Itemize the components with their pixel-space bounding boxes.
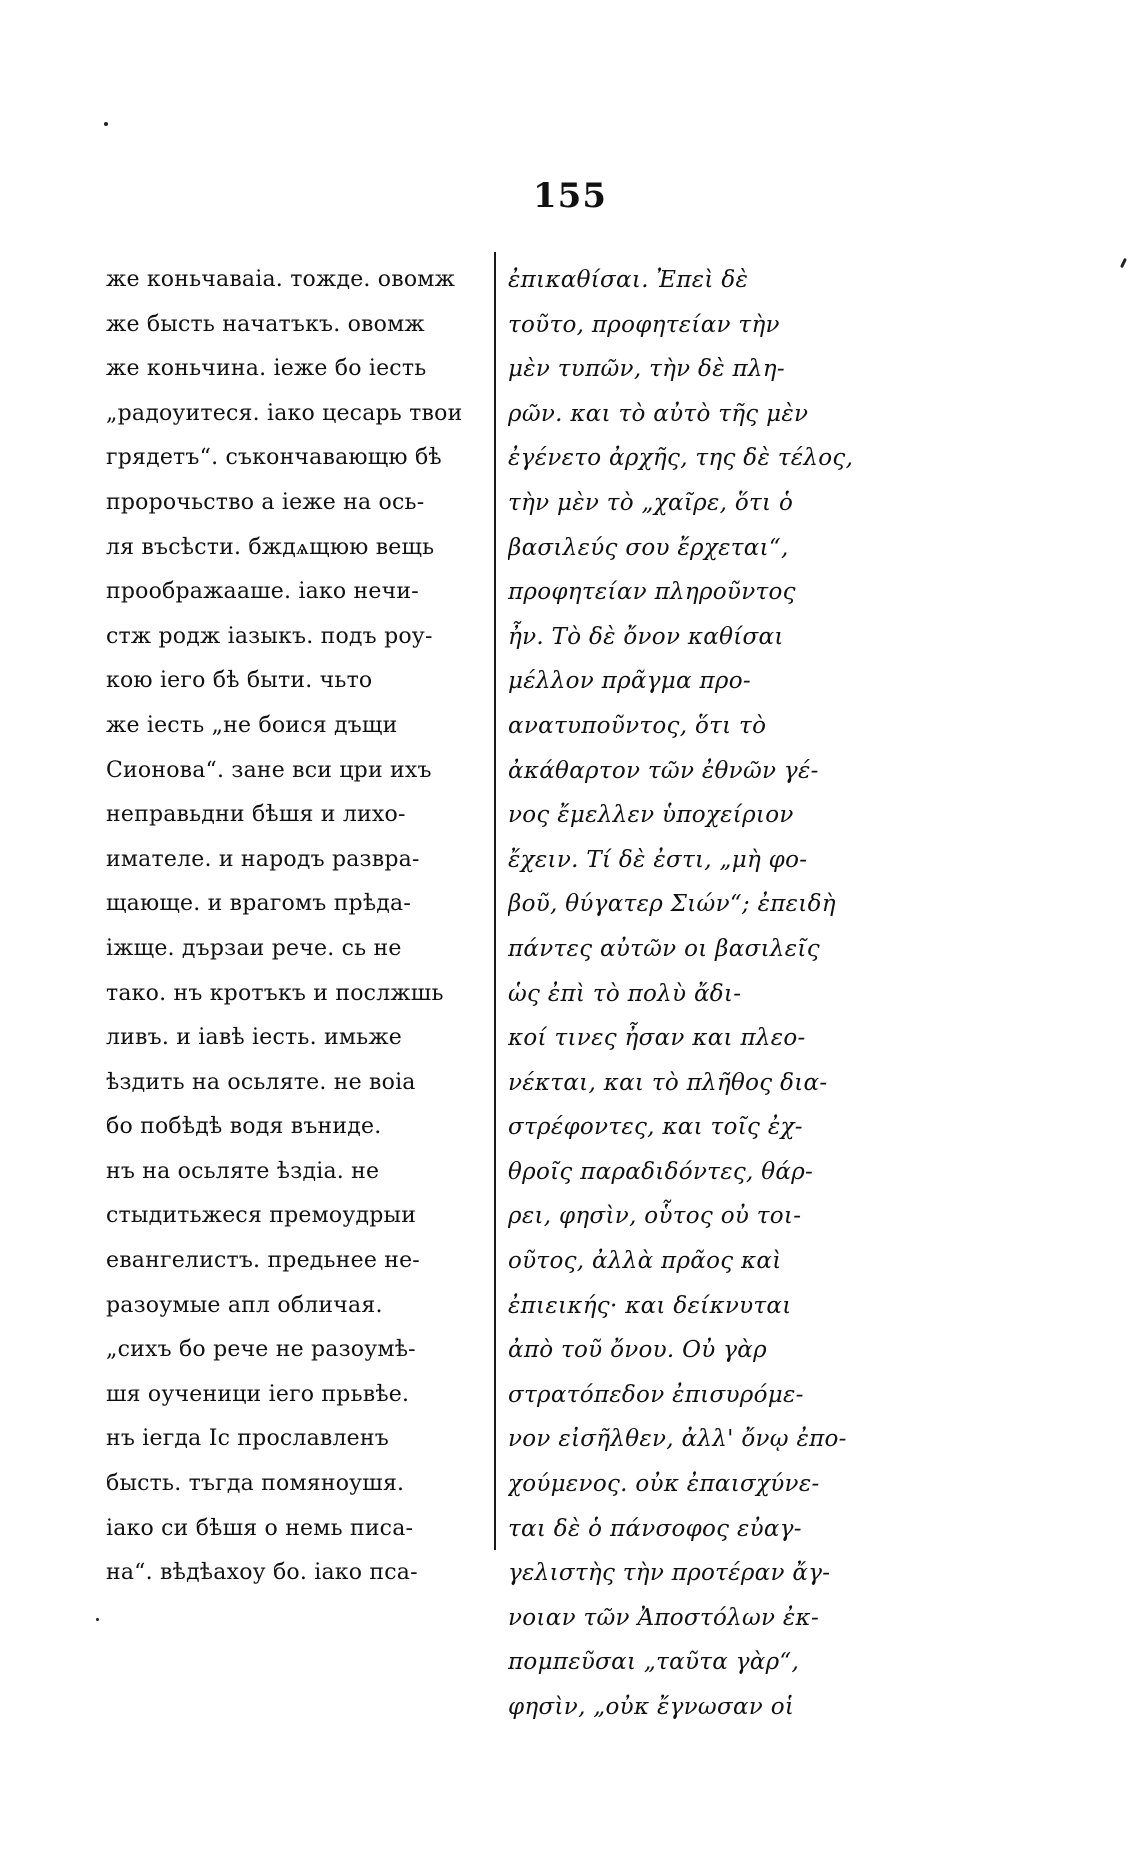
slavonic-text-line: же коньчина. iеже бо iесть bbox=[106, 356, 427, 382]
greek-text-line: πομπεῦσαι „ταῦτα γὰρ“, bbox=[508, 1649, 800, 1676]
greek-text-line: ἐπικαθίσαι. Ἐπεὶ δὲ bbox=[508, 267, 749, 293]
slavonic-text-line: ѣздить на осьляте. не воia bbox=[106, 1069, 416, 1095]
greek-text-line: νοιαν τῶν Ἀποστόλων ἐκ- bbox=[508, 1604, 820, 1631]
slavonic-text-line: Сионова“. зане вси цри ихъ bbox=[106, 757, 432, 783]
greek-text-line: πάντες αὐτῶν οι βασιλεῖς bbox=[508, 935, 820, 962]
greek-text-line: ἀπὸ τοῦ ὄνου. Οὐ γὰρ bbox=[508, 1337, 767, 1364]
slavonic-text-line: „сихъ бо рече не разоумѣ- bbox=[106, 1337, 416, 1363]
greek-text-line: θροῖς παραδιδόντες, θάρ- bbox=[508, 1158, 814, 1185]
greek-text-line: χούμενος. οὐκ ἐπαισχύνε- bbox=[508, 1471, 820, 1498]
greek-text-line: βοῦ, θύγατερ Σιών“; ἐπειδὴ bbox=[508, 891, 836, 918]
greek-text-line: ανατυποῦντος, ὅτι τὸ bbox=[508, 712, 767, 739]
greek-text-line: ται δὲ ὁ πάνσοφος εὐαγ- bbox=[508, 1515, 802, 1542]
greek-text-line: οῦτος, ἀλλὰ πρᾶος καὶ bbox=[508, 1248, 782, 1275]
column-divider bbox=[494, 252, 496, 1550]
greek-text-line: φησὶν, „οὐκ ἔγνωσαν οἱ bbox=[508, 1694, 795, 1720]
slavonic-text-line: стыдитьжеся премоудрыи bbox=[106, 1203, 417, 1229]
greek-text-line: τὴν μὲν τὸ „χαῖρε, ὅτι ὁ bbox=[508, 489, 794, 516]
slavonic-text-line: нъ на осьляте ѣздia. не bbox=[106, 1158, 380, 1184]
slavonic-text-line: грядетъ“. съкончавающю бѣ bbox=[106, 445, 442, 471]
greek-text-line: νέκται, και τὸ πλῆθος δια- bbox=[508, 1069, 828, 1096]
slavonic-text-line: нъ iегда Іс прославленъ bbox=[106, 1426, 389, 1452]
ink-speck bbox=[96, 1618, 99, 1621]
greek-text-line: ἦν. Τὸ δὲ ὄνον καθίσαι bbox=[508, 623, 784, 650]
page-number: 155 bbox=[533, 176, 607, 216]
slavonic-text-line: бо побѣдѣ водя въниде. bbox=[106, 1114, 382, 1140]
slavonic-text-line: на“. вѣдѣахоу бо. iако пса- bbox=[106, 1560, 418, 1586]
slavonic-text-line: же бысть начатъкъ. овомж bbox=[106, 311, 425, 337]
greek-text-line: στρέφοντες, και τοῖς ἐχ- bbox=[508, 1114, 803, 1141]
greek-text-line: ρῶν. και τὸ αὐτὸ τῆς μὲν bbox=[508, 400, 809, 427]
slavonic-text-line: бысть. тъгда помяноушя. bbox=[106, 1471, 405, 1497]
greek-text-line: μέλλον πρᾶγμα προ- bbox=[508, 668, 751, 695]
slavonic-text-line: iако си бѣшя о немь писа- bbox=[106, 1515, 414, 1541]
greek-text-line: ὡς ἐπὶ τὸ πολὺ ἄδι- bbox=[508, 980, 742, 1007]
slavonic-text-line: щающе. и врагомъ прѣда- bbox=[106, 891, 412, 917]
slavonic-text-line: же iесть „не боися дъщи bbox=[106, 712, 398, 738]
slavonic-text-line: тако. нъ кротъкъ и послжшь bbox=[106, 980, 444, 1006]
greek-text-line: μὲν τυπῶν, τὴν δὲ πλη- bbox=[508, 356, 785, 383]
slavonic-text-line: ля въсѣсти. бждѧщюю вещь bbox=[106, 534, 435, 560]
greek-text-line: κοί τινες ἦσαν και πλεο- bbox=[508, 1025, 806, 1052]
greek-text-line: γελιστὴς τὴν προτέραν ἄγ- bbox=[508, 1560, 831, 1587]
slavonic-text-line: разоумые апл обличая. bbox=[106, 1292, 383, 1318]
slavonic-text-line: шя оученици iего прьвѣе. bbox=[106, 1381, 410, 1407]
greek-text-line: ἐγένετο ἀρχῆς, της δὲ τέλος, bbox=[508, 445, 854, 472]
greek-text-line: νος ἔμελλεν ὑποχείριον bbox=[508, 802, 794, 829]
greek-text-line: τοῦτο, προφητείαν τὴν bbox=[508, 311, 780, 338]
slavonic-text-line: стж родж iазыкъ. подъ роу- bbox=[106, 623, 433, 649]
slavonic-text-line: кою iего бѣ быти. чьто bbox=[106, 668, 373, 694]
slavonic-text-line: „радоуитеся. iако цесарь твои bbox=[106, 400, 463, 426]
slavonic-text-line: евангелистъ. предьнее не- bbox=[106, 1248, 420, 1274]
greek-text-line: νον εἰσῆλθεν, ἀλλ' ὄνῳ ἐπο- bbox=[508, 1426, 847, 1453]
church-slavonic-column bbox=[106, 258, 484, 1596]
slavonic-text-line: проображааше. iако нечи- bbox=[106, 579, 419, 605]
greek-text-line: ἔχειν. Τί δὲ ἐστι, „μὴ φο- bbox=[508, 846, 808, 873]
greek-text-line: προφητείαν πληροῦντος bbox=[508, 579, 796, 606]
greek-text-line: ἐπιεικής· και δείκνυται bbox=[508, 1292, 792, 1319]
greek-text-line: στρατόπεδον ἐπισυρόμε- bbox=[508, 1381, 804, 1408]
greek-text-line: βασιλεύς σου ἔρχεται“, bbox=[508, 534, 789, 561]
greek-text-line: ἀκάθαρτον τῶν ἐθνῶν γέ- bbox=[508, 757, 819, 784]
slavonic-text-line: iжще. дързаи рече. сь не bbox=[106, 935, 402, 961]
slavonic-text-line: неправьдни бѣшя и лихо- bbox=[106, 802, 406, 828]
greek-text-line: ρει, φησὶν, οὗτος οὐ τοι- bbox=[508, 1203, 802, 1230]
greek-column bbox=[508, 258, 902, 1730]
ink-speck bbox=[104, 122, 108, 126]
slavonic-text-line: имателе. и народъ развра- bbox=[106, 846, 420, 872]
slavonic-text-line: же коньчаваia. тожде. овомж bbox=[106, 267, 456, 292]
ink-speck bbox=[1120, 258, 1127, 268]
slavonic-text-line: пророчьство а iеже на ось- bbox=[106, 489, 425, 515]
slavonic-text-line: ливъ. и iавѣ iесть. имьже bbox=[106, 1025, 402, 1051]
